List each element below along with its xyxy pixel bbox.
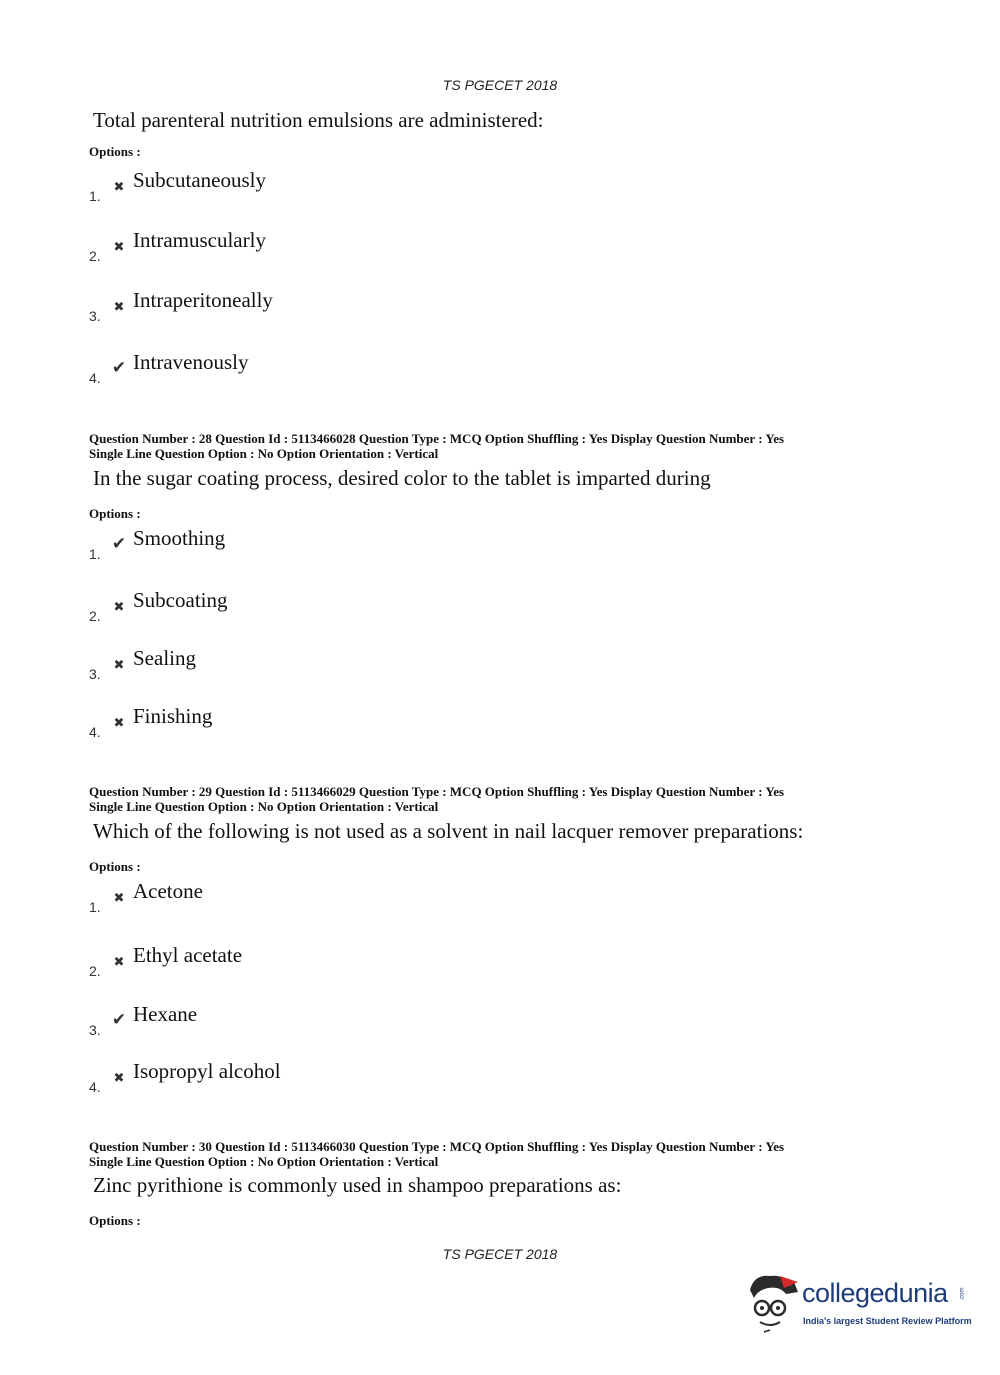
cross-icon: ✖ xyxy=(113,891,125,906)
cross-icon: ✖ xyxy=(113,716,125,731)
option-number: 3. xyxy=(89,1022,101,1038)
question-text: Which of the following is not used as a solvent in nail lacquer remover preparations: xyxy=(93,819,804,843)
question-text: In the sugar coating process, desired color to the tablet is imparted during xyxy=(93,466,711,490)
options-label: Options : xyxy=(89,1213,141,1228)
options-label: Options : xyxy=(89,506,141,521)
option-number: 3. xyxy=(89,308,101,324)
cross-icon: ✖ xyxy=(113,180,125,195)
cross-icon: ✖ xyxy=(113,240,125,255)
option-text: Isopropyl alcohol xyxy=(133,1059,281,1083)
option-text: Finishing xyxy=(133,704,213,728)
option-item xyxy=(89,588,689,626)
question-meta-line: Question Number : 30 Question Id : 5113466030 Question Type : MCQ Option Shuffling : Yes Display Question Number : Yes xyxy=(89,1139,785,1154)
question-meta xyxy=(89,431,784,461)
option-text: Subcoating xyxy=(133,588,228,612)
page-header: TS PGECET 2018 xyxy=(442,77,558,93)
option-number: 4. xyxy=(89,370,101,386)
question-meta-line: Single Line Question Option : No Option Orientation : Vertical xyxy=(89,799,439,814)
option-item xyxy=(89,526,689,564)
option-number: 2. xyxy=(89,248,101,264)
option-number: 2. xyxy=(89,963,101,979)
option-number: 1. xyxy=(89,188,101,204)
option-text: Intravenously xyxy=(133,350,249,374)
logo-suffix: .com xyxy=(959,1287,966,1301)
option-text: Intraperitoneally xyxy=(133,288,273,312)
option-item xyxy=(89,228,689,266)
option-text: Hexane xyxy=(133,1002,198,1026)
option-text: Ethyl acetate xyxy=(133,943,243,967)
check-icon: ✔ xyxy=(111,1010,127,1030)
option-text: Acetone xyxy=(133,879,203,903)
mascot-icon xyxy=(740,1268,800,1338)
logo-tagline: India's largest Student Review Platform xyxy=(803,1316,972,1326)
option-item xyxy=(89,168,689,206)
option-item xyxy=(89,879,689,917)
option-item xyxy=(89,704,689,742)
cross-icon: ✖ xyxy=(113,658,125,673)
option-text: Subcutaneously xyxy=(133,168,266,192)
check-icon: ✔ xyxy=(111,534,127,554)
option-item xyxy=(89,288,689,326)
option-number: 4. xyxy=(89,724,101,740)
cross-icon: ✖ xyxy=(113,1071,125,1086)
question-meta xyxy=(89,1139,784,1169)
question-meta-line: Single Line Question Option : No Option Orientation : Vertical xyxy=(89,1154,439,1169)
check-icon: ✔ xyxy=(111,358,127,378)
option-item xyxy=(89,1002,689,1040)
option-text: Sealing xyxy=(133,646,196,670)
option-text: Smoothing xyxy=(133,526,226,550)
option-number: 2. xyxy=(89,608,101,624)
question-text: Zinc pyrithione is commonly used in shampoo preparations as: xyxy=(93,1173,622,1197)
logo-brand: collegedunia xyxy=(802,1278,948,1308)
cross-icon: ✖ xyxy=(113,955,125,970)
option-item xyxy=(89,350,689,388)
cross-icon: ✖ xyxy=(113,600,125,615)
options-label: Options : xyxy=(89,144,141,159)
question-meta-line: Question Number : 29 Question Id : 5113466029 Question Type : MCQ Option Shuffling : Yes Display Question Number : Yes xyxy=(89,784,785,799)
option-number: 4. xyxy=(89,1079,101,1095)
question-meta-line: Question Number : 28 Question Id : 5113466028 Question Type : MCQ Option Shuffling : Yes Display Question Number : Yes xyxy=(89,431,785,446)
option-number: 1. xyxy=(89,899,101,915)
page-footer: TS PGECET 2018 xyxy=(442,1246,558,1262)
option-text: Intramuscularly xyxy=(133,228,266,252)
question-text: Total parenteral nutrition emulsions are administered: xyxy=(93,108,544,132)
question-meta-line: Single Line Question Option : No Option Orientation : Vertical xyxy=(89,446,439,461)
cross-icon: ✖ xyxy=(113,300,125,315)
options-label: Options : xyxy=(89,859,141,874)
option-item xyxy=(89,646,689,684)
question-meta xyxy=(89,784,784,814)
option-item xyxy=(89,943,689,981)
option-number: 3. xyxy=(89,666,101,682)
option-item xyxy=(89,1059,689,1097)
collegedunia-logo xyxy=(740,1268,980,1338)
option-number: 1. xyxy=(89,546,101,562)
